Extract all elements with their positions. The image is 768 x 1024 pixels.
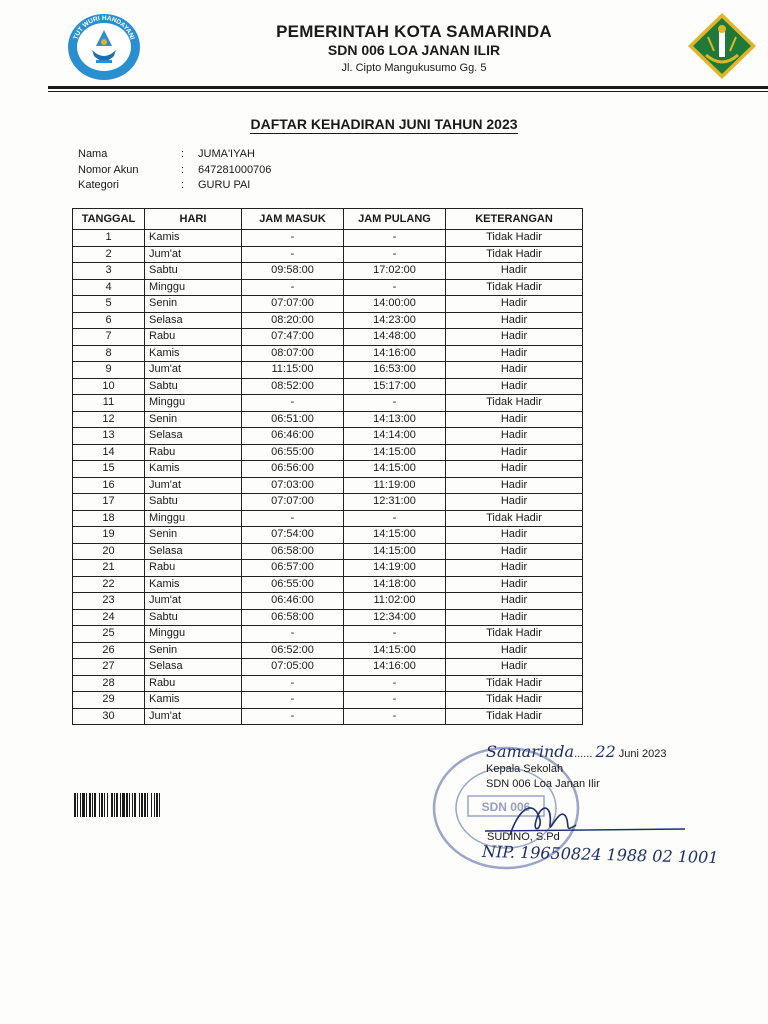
month-year: Juni 2023 (618, 748, 667, 760)
table-row (73, 461, 583, 478)
table-row (73, 230, 583, 247)
cell-hari: Kamis (145, 230, 242, 247)
cell-jam-pulang: 12:31:00 (344, 494, 446, 511)
cell-jam-pulang: - (344, 395, 446, 412)
cell-keterangan: Tidak Hadir (446, 279, 583, 296)
cell-tanggal: 25 (73, 626, 145, 643)
info-row-name: Nama : JUMA'IYAH (78, 148, 271, 164)
cell-keterangan: Hadir (446, 378, 583, 395)
school-name: SDN 006 LOA JANAN ILIR (327, 42, 501, 58)
day-handwritten: 22 (595, 742, 616, 761)
table-row (73, 395, 583, 412)
header-jam-masuk: JAM MASUK (242, 209, 344, 230)
logo-motto: TUT WURI HANDAYANI (72, 14, 136, 41)
cell-jam-pulang: 14:15:00 (344, 527, 446, 544)
cell-jam-pulang: - (344, 675, 446, 692)
cell-keterangan: Hadir (446, 312, 583, 329)
table-row (73, 642, 583, 659)
cell-keterangan: Tidak Hadir (446, 395, 583, 412)
cell-hari: Kamis (145, 345, 242, 362)
table-row (73, 362, 583, 379)
table-row (73, 279, 583, 296)
cell-jam-pulang: - (344, 510, 446, 527)
cell-jam-masuk: 07:03:00 (242, 477, 344, 494)
cell-hari: Minggu (145, 279, 242, 296)
cell-hari: Jum'at (145, 593, 242, 610)
cell-hari: Rabu (145, 675, 242, 692)
table-row (73, 692, 583, 709)
cell-keterangan: Tidak Hadir (446, 708, 583, 725)
cell-jam-pulang: 14:48:00 (344, 329, 446, 346)
attendance-table (72, 208, 583, 725)
cell-jam-pulang: 15:17:00 (344, 378, 446, 395)
cell-keterangan: Tidak Hadir (446, 692, 583, 709)
cell-jam-masuk: 07:07:00 (242, 494, 344, 511)
cell-keterangan: Hadir (446, 428, 583, 445)
cell-hari: Jum'at (145, 477, 242, 494)
table-row (73, 411, 583, 428)
cell-hari: Jum'at (145, 362, 242, 379)
cell-hari: Selasa (145, 312, 242, 329)
table-row (73, 378, 583, 395)
cell-jam-masuk: 06:55:00 (242, 576, 344, 593)
cell-jam-pulang: 14:15:00 (344, 461, 446, 478)
cell-tanggal: 3 (73, 263, 145, 280)
cell-jam-masuk: 06:55:00 (242, 444, 344, 461)
cell-jam-pulang: 12:34:00 (344, 609, 446, 626)
cell-hari: Senin (145, 296, 242, 313)
cell-keterangan: Tidak Hadir (446, 675, 583, 692)
cell-hari: Kamis (145, 576, 242, 593)
cell-hari: Selasa (145, 428, 242, 445)
cell-tanggal: 28 (73, 675, 145, 692)
cell-keterangan: Hadir (446, 329, 583, 346)
cell-tanggal: 20 (73, 543, 145, 560)
cell-jam-masuk: - (242, 675, 344, 692)
cell-tanggal: 2 (73, 246, 145, 263)
cell-tanggal: 16 (73, 477, 145, 494)
school-address: Jl. Cipto Mangukusumo Gg. 5 (341, 62, 487, 74)
cell-tanggal: 30 (73, 708, 145, 725)
stamp-text: SDN 006 (481, 800, 531, 814)
cell-keterangan: Tidak Hadir (446, 510, 583, 527)
cell-jam-masuk: 07:54:00 (242, 527, 344, 544)
cell-jam-masuk: 06:58:00 (242, 609, 344, 626)
cell-keterangan: Tidak Hadir (446, 230, 583, 247)
cell-keterangan: Hadir (446, 362, 583, 379)
cell-hari: Selasa (145, 659, 242, 676)
cell-hari: Rabu (145, 444, 242, 461)
cell-jam-masuk: 08:52:00 (242, 378, 344, 395)
cell-hari: Senin (145, 527, 242, 544)
cell-jam-pulang: 14:15:00 (344, 642, 446, 659)
cell-tanggal: 22 (73, 576, 145, 593)
cell-jam-masuk: - (242, 626, 344, 643)
table-row (73, 560, 583, 577)
cell-jam-pulang: 14:00:00 (344, 296, 446, 313)
cell-jam-masuk: 07:47:00 (242, 329, 344, 346)
table-row (73, 659, 583, 676)
cell-jam-pulang: 14:18:00 (344, 576, 446, 593)
place-handwritten: Samarinda (486, 742, 575, 761)
document-title: DAFTAR KEHADIRAN JUNI TAHUN 2023 (250, 116, 518, 132)
table-row (73, 428, 583, 445)
signatory-role: Kepala Sekolah (486, 763, 564, 775)
cell-jam-masuk: 06:56:00 (242, 461, 344, 478)
cell-keterangan: Hadir (446, 494, 583, 511)
cell-tanggal: 5 (73, 296, 145, 313)
cell-keterangan: Hadir (446, 560, 583, 577)
table-row (73, 345, 583, 362)
cell-jam-masuk: 06:57:00 (242, 560, 344, 577)
cell-tanggal: 14 (73, 444, 145, 461)
signatory-school: SDN 006 Loa Janan Ilir (486, 778, 600, 790)
cell-jam-pulang: 14:14:00 (344, 428, 446, 445)
cell-hari: Kamis (145, 461, 242, 478)
signatory-nip-handwritten: NIP. 19650824 1988 02 1001 (481, 841, 719, 868)
cell-jam-pulang: 14:13:00 (344, 411, 446, 428)
cell-jam-masuk: - (242, 230, 344, 247)
cell-jam-pulang: - (344, 230, 446, 247)
cell-jam-masuk: 06:51:00 (242, 411, 344, 428)
cell-jam-pulang: 11:02:00 (344, 593, 446, 610)
table-row (73, 494, 583, 511)
cell-jam-masuk: - (242, 395, 344, 412)
cell-hari: Rabu (145, 329, 242, 346)
table-header-row (73, 209, 583, 230)
cell-jam-pulang: - (344, 279, 446, 296)
table-row (73, 626, 583, 643)
cell-jam-masuk: 08:07:00 (242, 345, 344, 362)
cell-jam-masuk: 07:07:00 (242, 296, 344, 313)
cell-hari: Selasa (145, 543, 242, 560)
cell-keterangan: Hadir (446, 659, 583, 676)
cell-keterangan: Hadir (446, 461, 583, 478)
government-title: PEMERINTAH KOTA SAMARINDA (276, 22, 552, 41)
cell-hari: Sabtu (145, 494, 242, 511)
cell-tanggal: 24 (73, 609, 145, 626)
cell-keterangan: Hadir (446, 263, 583, 280)
table-row (73, 246, 583, 263)
tut-wuri-handayani-emblem-icon (66, 12, 142, 82)
cell-tanggal: 29 (73, 692, 145, 709)
cell-jam-masuk: - (242, 279, 344, 296)
cell-jam-masuk: 06:46:00 (242, 428, 344, 445)
header-tanggal: TANGGAL (73, 209, 145, 230)
cell-jam-pulang: - (344, 246, 446, 263)
header-rule-thin (48, 91, 768, 92)
cell-jam-pulang: 14:15:00 (344, 543, 446, 560)
table-row (73, 675, 583, 692)
table-row (73, 593, 583, 610)
header-keterangan: KETERANGAN (446, 209, 583, 230)
cell-keterangan: Hadir (446, 345, 583, 362)
cell-keterangan: Hadir (446, 411, 583, 428)
info-row-category: Kategori : GURU PAI (78, 179, 271, 195)
cell-jam-masuk: 06:52:00 (242, 642, 344, 659)
cell-jam-pulang: 11:19:00 (344, 477, 446, 494)
table-row (73, 609, 583, 626)
cell-jam-pulang: - (344, 692, 446, 709)
cell-tanggal: 26 (73, 642, 145, 659)
cell-tanggal: 27 (73, 659, 145, 676)
cell-jam-masuk: 06:58:00 (242, 543, 344, 560)
cell-tanggal: 17 (73, 494, 145, 511)
cell-keterangan: Hadir (446, 543, 583, 560)
cell-jam-masuk: - (242, 692, 344, 709)
cell-tanggal: 15 (73, 461, 145, 478)
cell-tanggal: 19 (73, 527, 145, 544)
cell-jam-masuk: - (242, 510, 344, 527)
cell-hari: Senin (145, 411, 242, 428)
cell-hari: Kamis (145, 692, 242, 709)
cell-jam-masuk: 07:05:00 (242, 659, 344, 676)
signature-place-date (486, 742, 666, 761)
table-row (73, 708, 583, 725)
signatory-name: SUDINO, S.Pd (487, 831, 560, 843)
cell-keterangan: Hadir (446, 527, 583, 544)
table-row (73, 527, 583, 544)
cell-jam-pulang: 14:16:00 (344, 659, 446, 676)
cell-jam-masuk: 08:20:00 (242, 312, 344, 329)
cell-keterangan: Hadir (446, 593, 583, 610)
table-row (73, 444, 583, 461)
cell-hari: Jum'at (145, 708, 242, 725)
cell-jam-pulang: - (344, 626, 446, 643)
cell-jam-pulang: 14:16:00 (344, 345, 446, 362)
cell-jam-pulang: 14:23:00 (344, 312, 446, 329)
cell-tanggal: 18 (73, 510, 145, 527)
cell-tanggal: 7 (73, 329, 145, 346)
table-row (73, 576, 583, 593)
cell-tanggal: 1 (73, 230, 145, 247)
table-row (73, 312, 583, 329)
cell-jam-pulang: 17:02:00 (344, 263, 446, 280)
cell-hari: Minggu (145, 510, 242, 527)
table-row (73, 296, 583, 313)
cell-jam-masuk: - (242, 708, 344, 725)
place-dots: ...... (574, 748, 593, 760)
table-row (73, 477, 583, 494)
cell-jam-masuk: 11:15:00 (242, 362, 344, 379)
cell-tanggal: 4 (73, 279, 145, 296)
cell-tanggal: 23 (73, 593, 145, 610)
cell-tanggal: 13 (73, 428, 145, 445)
kemenag-emblem-icon (684, 11, 760, 81)
header-rule-thick (48, 86, 768, 89)
cell-jam-masuk: 06:46:00 (242, 593, 344, 610)
table-row (73, 329, 583, 346)
cell-hari: Sabtu (145, 609, 242, 626)
info-row-account: Nomor Akun : 647281000706 (78, 164, 271, 180)
cell-jam-pulang: - (344, 708, 446, 725)
cell-keterangan: Tidak Hadir (446, 626, 583, 643)
employee-info (78, 148, 271, 195)
cell-jam-pulang: 14:19:00 (344, 560, 446, 577)
cell-keterangan: Hadir (446, 576, 583, 593)
table-row (73, 263, 583, 280)
cell-keterangan: Hadir (446, 477, 583, 494)
cell-hari: Sabtu (145, 378, 242, 395)
cell-hari: Senin (145, 642, 242, 659)
cell-hari: Minggu (145, 626, 242, 643)
cell-tanggal: 12 (73, 411, 145, 428)
cell-tanggal: 6 (73, 312, 145, 329)
cell-jam-pulang: 16:53:00 (344, 362, 446, 379)
info-value-name: JUMA'IYAH (198, 148, 255, 160)
header-hari: HARI (145, 209, 242, 230)
cell-hari: Rabu (145, 560, 242, 577)
cell-jam-masuk: - (242, 246, 344, 263)
cell-keterangan: Hadir (446, 296, 583, 313)
info-value-account: 647281000706 (198, 163, 272, 176)
table-row (73, 510, 583, 527)
info-value-category: GURU PAI (198, 179, 251, 191)
header-jam-pulang: JAM PULANG (344, 209, 446, 230)
cell-tanggal: 21 (73, 560, 145, 577)
cell-keterangan: Hadir (446, 642, 583, 659)
cell-tanggal: 8 (73, 345, 145, 362)
barcode-icon (74, 793, 226, 817)
cell-tanggal: 11 (73, 395, 145, 412)
cell-keterangan: Tidak Hadir (446, 246, 583, 263)
table-row (73, 543, 583, 560)
cell-jam-pulang: 14:15:00 (344, 444, 446, 461)
cell-tanggal: 9 (73, 362, 145, 379)
cell-keterangan: Hadir (446, 609, 583, 626)
cell-jam-masuk: 09:58:00 (242, 263, 344, 280)
cell-tanggal: 10 (73, 378, 145, 395)
cell-hari: Jum'at (145, 246, 242, 263)
cell-hari: Sabtu (145, 263, 242, 280)
cell-hari: Minggu (145, 395, 242, 412)
cell-keterangan: Hadir (446, 444, 583, 461)
